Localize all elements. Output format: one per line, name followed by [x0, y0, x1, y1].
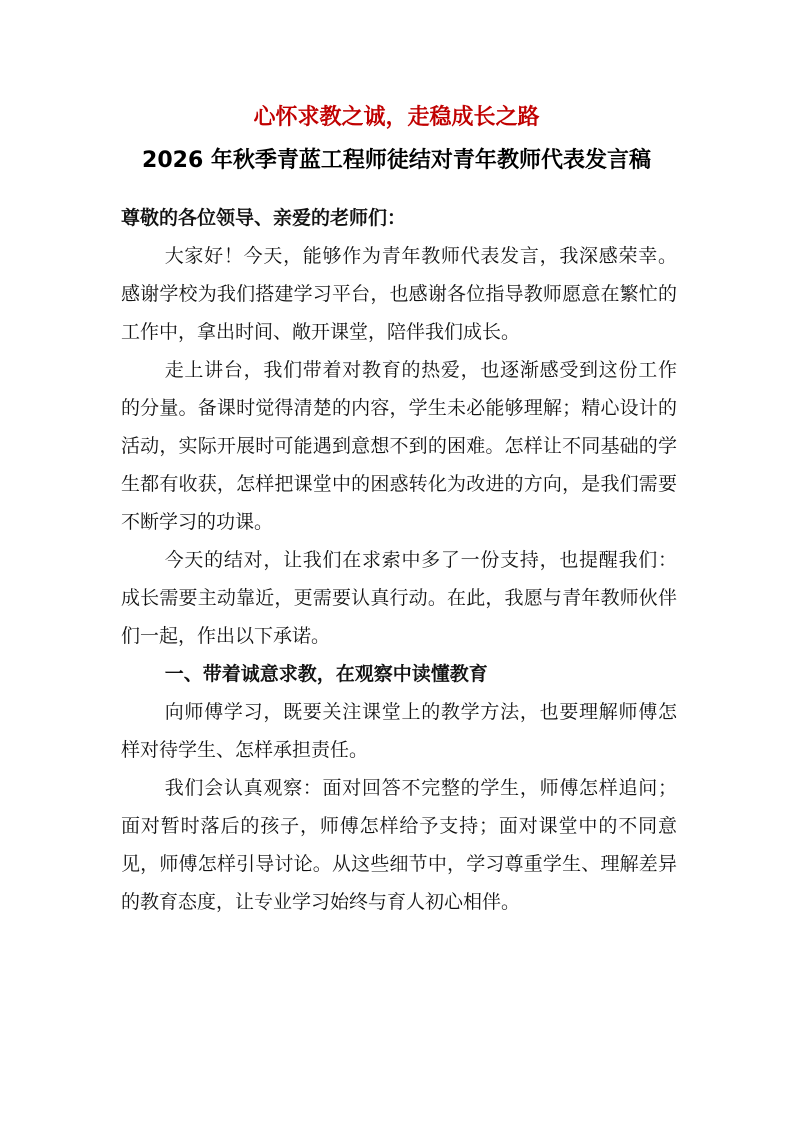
document-title: 心怀求教之诚，走稳成长之路 — [253, 105, 540, 130]
document-subtitle: 2026 年秋季青蓝工程师徒结对青年教师代表发言稿 — [142, 148, 651, 173]
section-heading-1: 一、带着诚意求教，在观察中读懂教育 — [164, 663, 488, 685]
paragraph-learn-from-mentor: 向师傅学习，既要关注课堂上的教学方法，也要理解师傅怎样对待学生、怎样承担责任。 — [121, 701, 677, 761]
paragraph-commitment: 今天的结对，让我们在求索中多了一份支持，也提醒我们：成长需要主动靠近，更需要认真行动。在此，我愿与青年教师伙伴们一起，作出以下承诺。 — [121, 549, 677, 647]
salutation: 尊敬的各位领导、亲爱的老师们： — [121, 207, 407, 229]
paragraph-greeting: 大家好！今天，能够作为青年教师代表发言，我深感荣幸。感谢学校为我们搭建学习平台，也感谢各位指导教师愿意在繁忙的工作中，拿出时间、敞开课堂，陪伴我们成长。 — [121, 245, 677, 343]
document-body — [121, 199, 677, 921]
paragraph-teaching-challenges: 走上讲台，我们带着对教育的热爱，也逐渐感受到这份工作的分量。备课时觉得清楚的内容，学生未必能够理解；精心设计的活动，实际开展时可能遇到意想不到的困难。怎样让不同基础的学生都有收获，怎样把课堂中的困惑转化为改进的方向，是我们需要不断学习的功课。 — [121, 359, 677, 533]
paragraph-observation: 我们会认真观察：面对回答不完整的学生，师傅怎样追问；面对暂时落后的孩子，师傅怎样给予支持；面对课堂中的不同意见，师傅怎样引导讨论。从这些细节中，学习尊重学生、理解差异的教育态度，让专业学习始终与育人初心相伴。 — [121, 777, 677, 913]
